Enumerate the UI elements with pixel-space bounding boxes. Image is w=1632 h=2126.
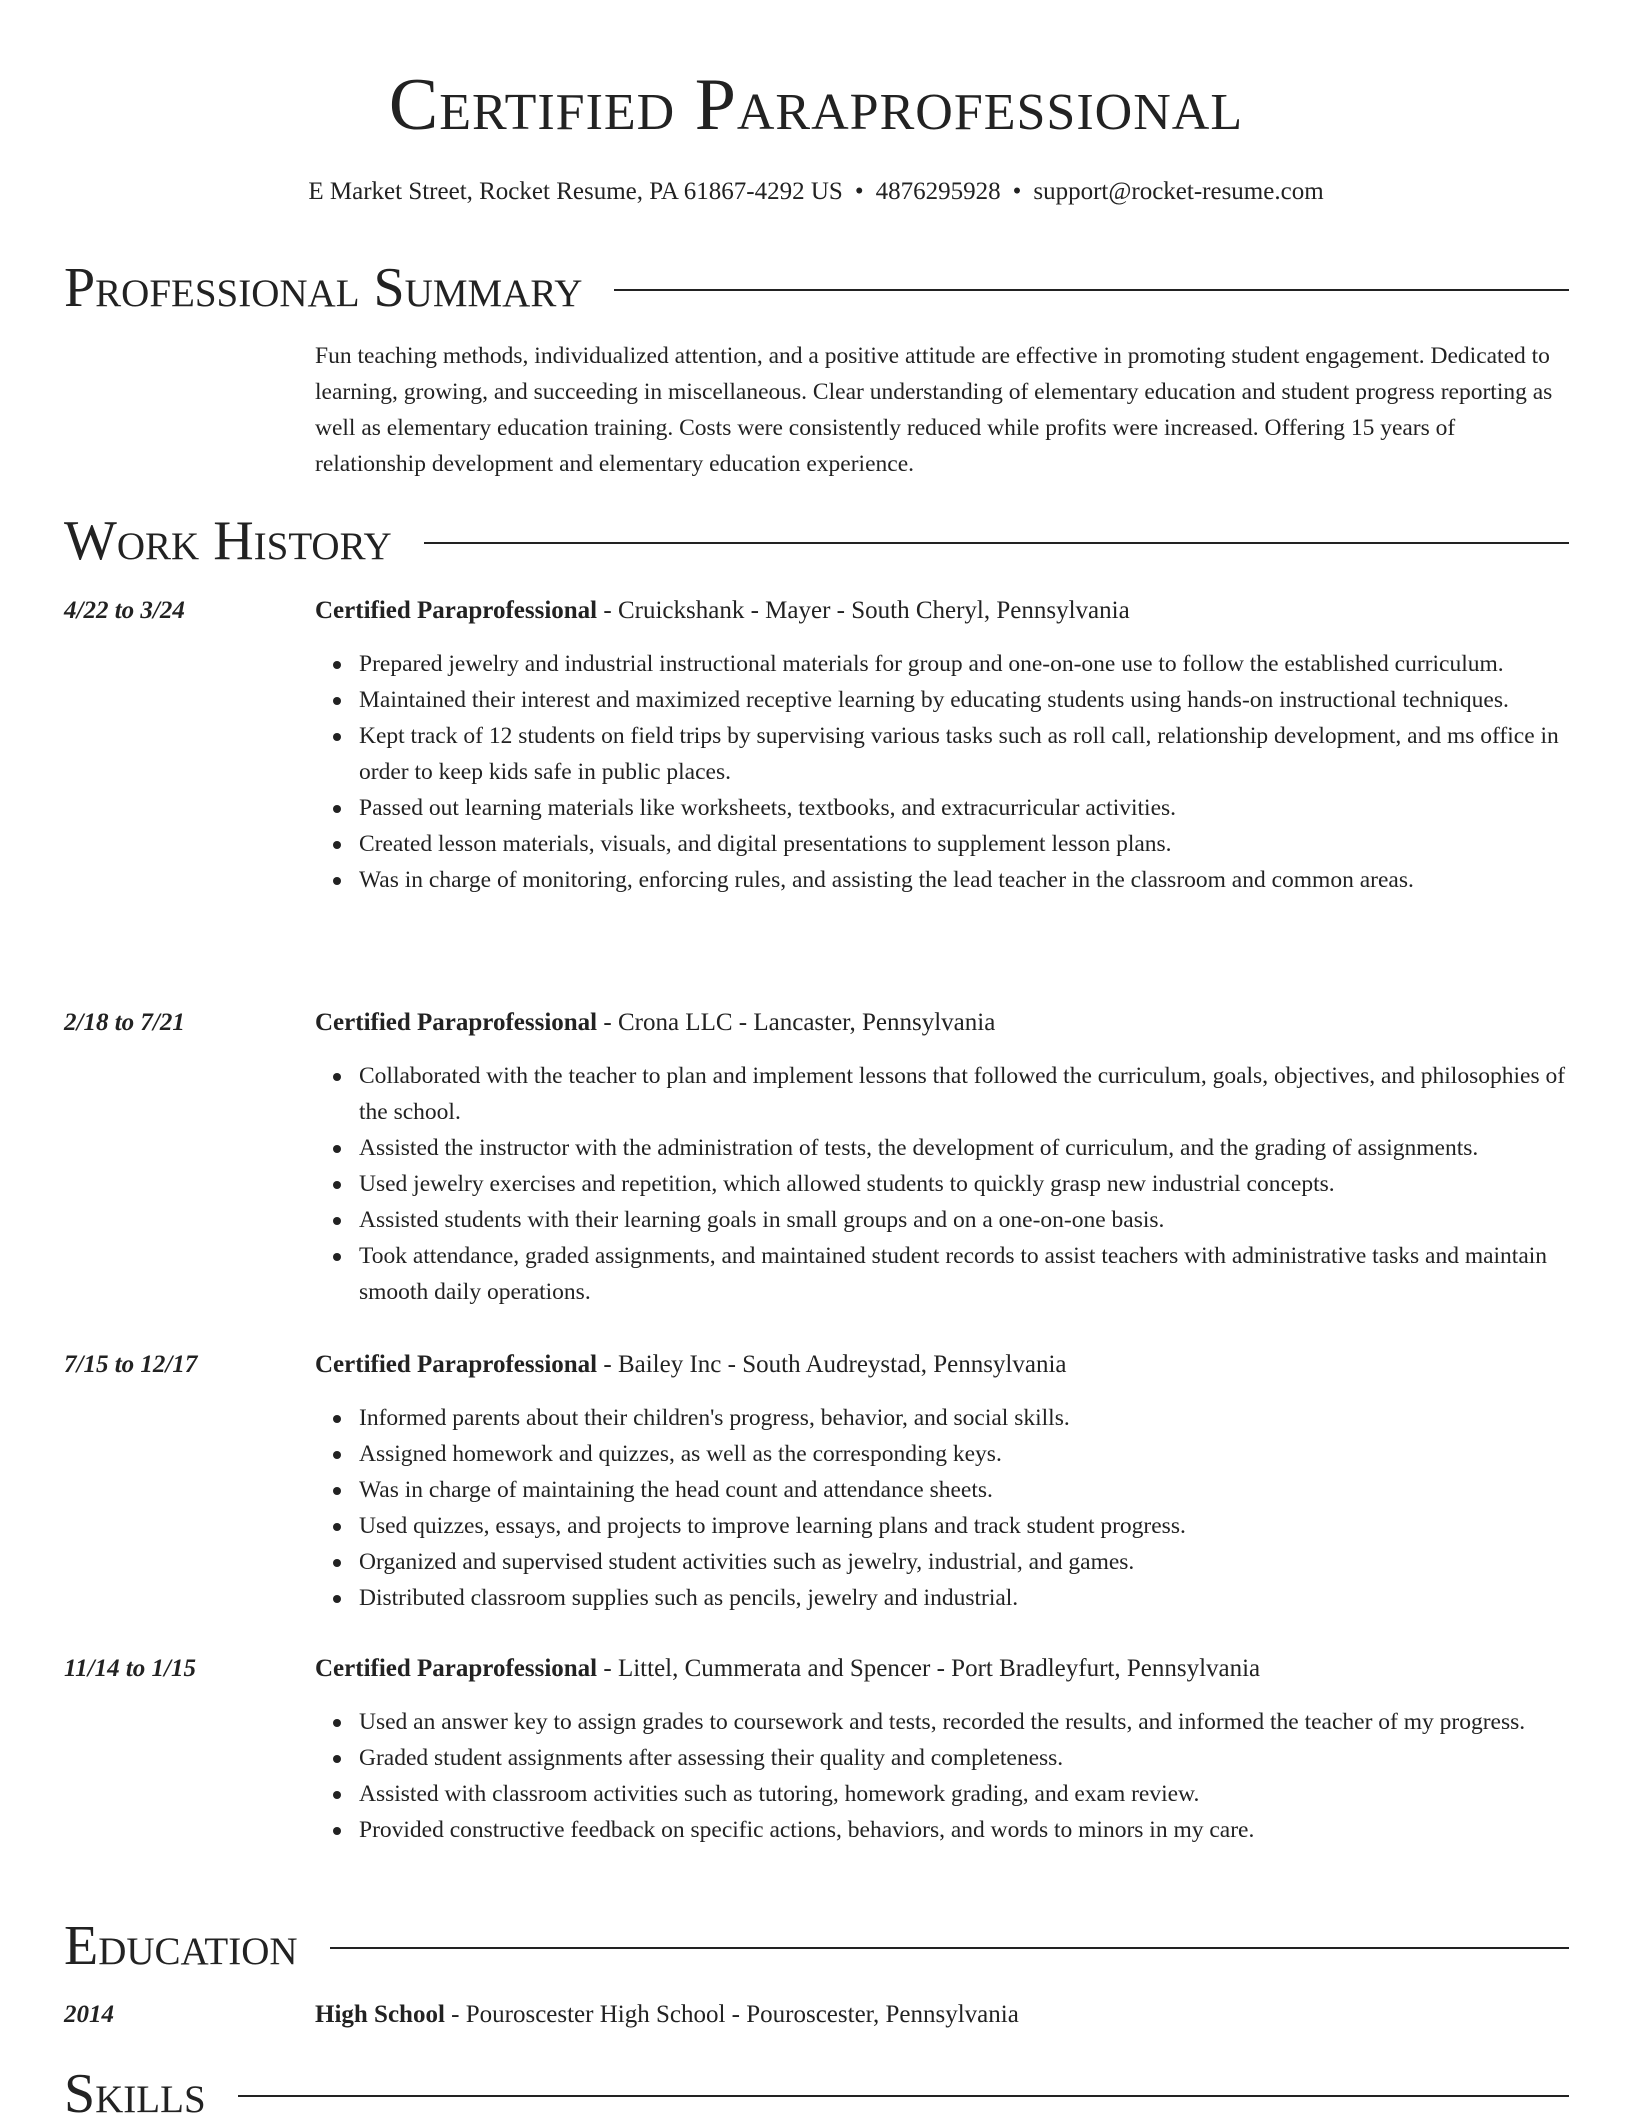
list-item: Passed out learning materials like worksheets, textbooks, and extracurricular activities. bbox=[359, 790, 1589, 826]
job-headline bbox=[315, 1006, 1570, 1040]
education-details: - Pouroscester High School - Pouroscester, Pennsylvania bbox=[444, 2001, 1019, 2028]
section-header-skills bbox=[64, 2062, 1569, 2126]
list-item: Prepared jewelry and industrial instructional materials for group and one-on-one use to follow the established curriculum. bbox=[359, 646, 1589, 682]
contact-line bbox=[0, 175, 1632, 209]
job-role: Certified Paraprofessional bbox=[315, 1655, 598, 1682]
list-item: Was in charge of maintaining the head count and attendance sheets. bbox=[359, 1472, 1589, 1508]
section-title: Professional Summary bbox=[64, 257, 583, 319]
job-role: Certified Paraprofessional bbox=[315, 1351, 598, 1378]
job-dates: 11/14 to 1/15 bbox=[64, 1655, 196, 1682]
list-item: Assisted students with their learning goals in small groups and on a one-on-one basis. bbox=[359, 1202, 1589, 1238]
list-item: Used quizzes, essays, and projects to improve learning plans and track student progress. bbox=[359, 1508, 1589, 1544]
job-headline bbox=[315, 594, 1570, 628]
job-dates: 7/15 to 12/17 bbox=[64, 1351, 198, 1378]
section-divider bbox=[424, 542, 1569, 544]
list-item: Used an answer key to assign grades to coursework and tests, recorded the results, and informed the teacher of my progress. bbox=[359, 1704, 1589, 1740]
email-link[interactable]: support@rocket-resume.com bbox=[1033, 178, 1324, 205]
job-dates: 2/18 to 7/21 bbox=[64, 1009, 185, 1036]
list-item: Created lesson materials, visuals, and digital presentations to supplement lesson plans. bbox=[359, 826, 1589, 862]
list-item: Informed parents about their children's progress, behavior, and social skills. bbox=[359, 1400, 1589, 1436]
section-title: Skills bbox=[64, 2063, 206, 2125]
job-bullets bbox=[315, 646, 1589, 898]
section-header-education bbox=[64, 1914, 1569, 1978]
job-bullets bbox=[315, 1058, 1589, 1310]
list-item: Distributed classroom supplies such as pencils, jewelry and industrial. bbox=[359, 1580, 1589, 1616]
list-item: Assigned homework and quizzes, as well as the corresponding keys. bbox=[359, 1436, 1589, 1472]
list-item: Maintained their interest and maximized receptive learning by educating students using hands-on instructional techniques. bbox=[359, 682, 1589, 718]
section-header-summary bbox=[64, 256, 1569, 320]
list-item: Provided constructive feedback on specific actions, behaviors, and words to minors in my care. bbox=[359, 1812, 1589, 1848]
job-details: - Cruickshank - Mayer - South Cheryl, Pennsylvania bbox=[597, 597, 1130, 624]
job-dates: 4/22 to 3/24 bbox=[64, 597, 185, 624]
summary-text: Fun teaching methods, individualized attention, and a positive attitude are effective in promoting student engagement. Dedicated to learning, growing, and succeeding in miscellaneous. Clear understanding of elementary education and student progress reporting as well as elementary education training. Costs were consistently reduced while profits were increased. Offering 15 years of relationship development and elementary education experience. bbox=[315, 343, 1553, 477]
job-details: - Crona LLC - Lancaster, Pennsylvania bbox=[597, 1009, 996, 1036]
job-headline bbox=[315, 1348, 1570, 1382]
education-degree: High School bbox=[315, 2001, 445, 2028]
list-item: Took attendance, graded assignments, and maintained student records to assist teachers with administrative tasks and maintain smooth daily operations. bbox=[359, 1238, 1589, 1310]
section-title: Work History bbox=[64, 510, 392, 572]
list-item: Was in charge of monitoring, enforcing rules, and assisting the lead teacher in the classroom and common areas. bbox=[359, 862, 1589, 898]
job-role: Certified Paraprofessional bbox=[315, 1009, 598, 1036]
list-item: Collaborated with the teacher to plan and implement lessons that followed the curriculum, goals, objectives, and philosophies of the school. bbox=[359, 1058, 1589, 1130]
section-title: Education bbox=[64, 1915, 298, 1977]
contact-separator: • bbox=[854, 178, 864, 205]
job-bullets bbox=[315, 1400, 1589, 1616]
job-role: Certified Paraprofessional bbox=[315, 597, 598, 624]
address: E Market Street, Rocket Resume, PA 61867-4292 US bbox=[308, 178, 843, 205]
section-divider bbox=[330, 1947, 1569, 1949]
list-item: Graded student assignments after assessing their quality and completeness. bbox=[359, 1740, 1589, 1776]
job-bullets bbox=[315, 1704, 1589, 1848]
section-divider bbox=[238, 2095, 1569, 2097]
section-divider bbox=[614, 289, 1569, 291]
list-item: Kept track of 12 students on field trips by supervising various tasks such as roll call, relationship development, and ms office in order to keep kids safe in public places. bbox=[359, 718, 1589, 790]
job-details: - Bailey Inc - South Audreystad, Pennsylvania bbox=[597, 1351, 1067, 1378]
candidate-name: Certified Paraprofessional bbox=[388, 64, 1244, 146]
section-header-work-history bbox=[64, 509, 1569, 573]
list-item: Assisted with classroom activities such as tutoring, homework grading, and exam review. bbox=[359, 1776, 1589, 1812]
list-item: Assisted the instructor with the administration of tests, the development of curriculum, and the grading of assignments. bbox=[359, 1130, 1589, 1166]
list-item: Used jewelry exercises and repetition, which allowed students to quickly grasp new industrial concepts. bbox=[359, 1166, 1589, 1202]
phone: 4876295928 bbox=[875, 178, 1001, 205]
contact-separator: • bbox=[1012, 178, 1022, 205]
education-headline bbox=[315, 1998, 1570, 2032]
list-item: Organized and supervised student activities such as jewelry, industrial, and games. bbox=[359, 1544, 1589, 1580]
job-headline bbox=[315, 1652, 1570, 1686]
job-details: - Littel, Cummerata and Spencer - Port Bradleyfurt, Pennsylvania bbox=[597, 1655, 1261, 1682]
education-year: 2014 bbox=[64, 2001, 114, 2028]
